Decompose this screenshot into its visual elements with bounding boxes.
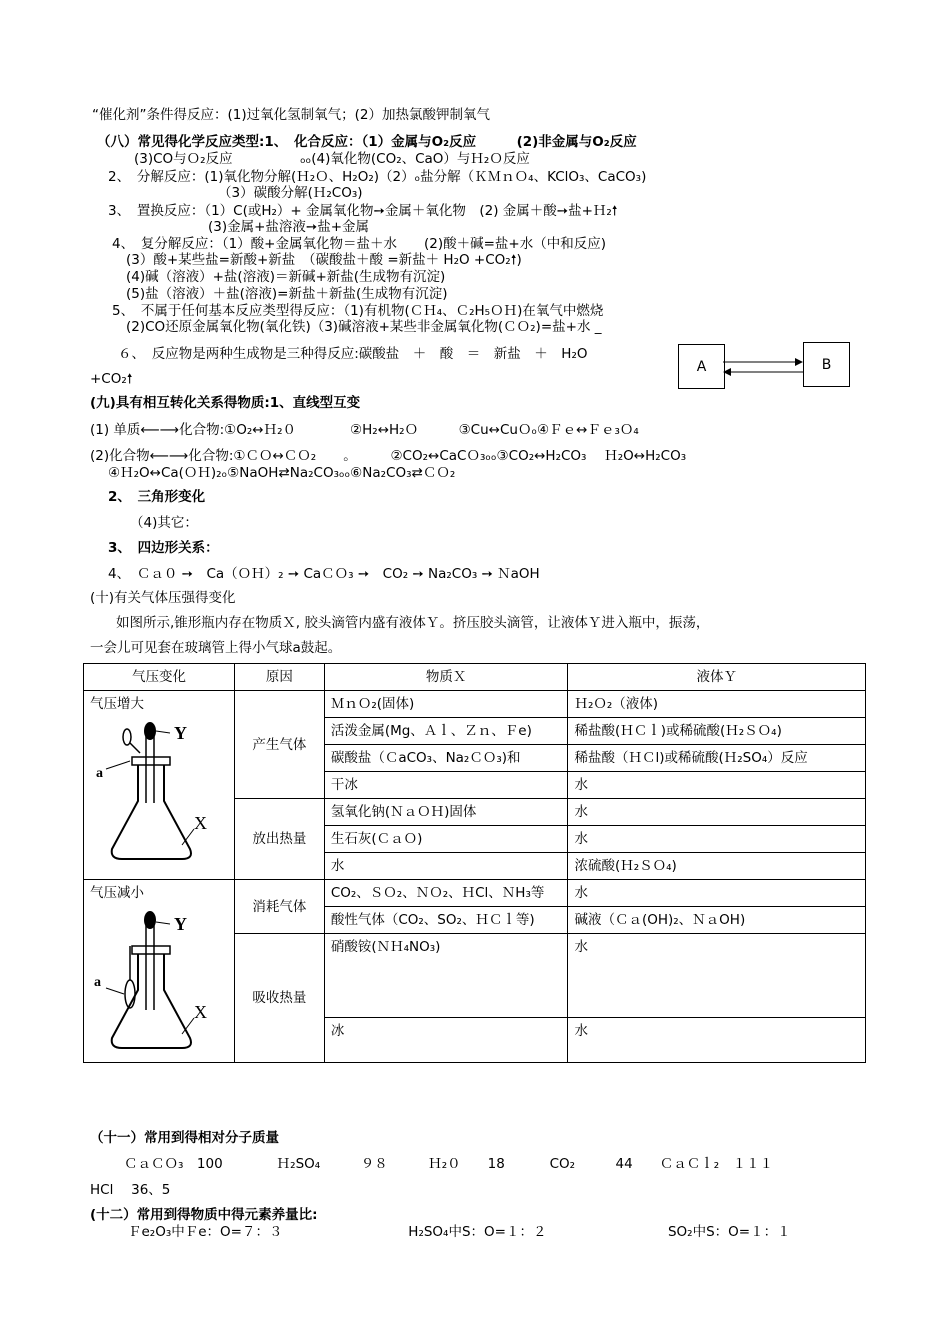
balloon-icon [123, 729, 131, 745]
combination-reaction-line-2: (3)CO与Ｏ₂反应 ₒₒ(4)氧化物(CO₂、CaO）与Ｈ₂Ｏ反应 [134, 151, 530, 167]
non-basic-reaction-line: 5、 不属于任何基本反应类型得反应：（1)有机物(ＣＨ₄、Ｃ₂H₅ＯＨ)在氧气中燃烧 [112, 303, 604, 319]
experiment-description-line-2: 一会儿可见套在玻璃管上得小气球a鼓起。 [90, 640, 342, 656]
box-a: A [678, 344, 725, 389]
compound-compound-line-2: ④Ｈ₂O↔Ca(ＯＨ)₂ₒ⑤NaOH⇄Na₂CO₃ₒₒ⑥Na₂CO₃⇄ＣＯ₂ [108, 465, 456, 481]
cell-x: 生石灰(ＣａＯ) [324, 826, 568, 853]
decomposition-reaction-line: 2、 分解反应：(1)氧化物分解(Ｈ₂Ｏ、H₂O₂)（2）ₒ盐分解（ＫＭｎＯ₄、KClO₃、CaCO₃) [108, 169, 647, 185]
molecular-mass-line: ＣａＣＯ₃ 100 Ｈ₂SO₄ ９８ Ｈ₂０ 18 CO₂ 44 ＣａＣｌ₂ １１１ [124, 1156, 774, 1172]
label-y: Y [174, 914, 187, 934]
stopper-icon [132, 757, 170, 765]
cell-y: 稀盐酸(ＨＣｌ)或稀硫酸(Ｈ₂ＳＯ₄) [568, 718, 866, 745]
chain-conversion-line: 4、 Ｃａ０ ➙ Ca（ＯＨ）₂ ➙ CaＣＯ₃ ➙ CO₂ ➙ Na₂CO₃ ➙ ＮaOH [108, 566, 540, 582]
catalyst-reactions-line: “催化剂”条件得反应：(1)过氧化氢制氧气；(2）加热氯酸钾制氧气 [92, 107, 490, 123]
cell-x: 水 [324, 853, 568, 880]
header-substance-x: 物质Ｘ [324, 664, 568, 691]
carbonic-acid-decomposition-line: （3）碳酸分解(Ｈ₂CO₃) [218, 185, 363, 201]
cell-x: 冰 [324, 1018, 568, 1063]
compound-compound-line: (2)化合物⟵⟶化合物:①ＣＯ↔ＣＯ₂ 。 ②CO₂↔CaCＯ₃ₒₒ③CO₂↔H₂CO₃ Ｈ₂O↔H₂CO₃ [90, 448, 687, 464]
acid-salt-line: (3）酸+某些盐=新酸+新盐 （碳酸盐＋酸 =新盐＋ H₂O +CO₂🠕) [126, 252, 522, 268]
pressure-decrease-cell [84, 880, 235, 1063]
label-x: X [194, 813, 207, 833]
cell-y: 浓硫酸(Ｈ₂ＳＯ₄) [568, 853, 866, 880]
cell-x: CO₂、ＳＯ₂、ＮＯ₂、ＨCl、ＮH₃等 [324, 880, 568, 907]
flask-increase-figure [90, 721, 220, 871]
two-to-three-reaction-line: ６、 反应物是两种生成物是三种得反应:碳酸盐 ＋ 酸 ＝ 新盐 ＋ H₂O [118, 346, 588, 362]
table-row [84, 880, 866, 907]
cell-x: 活泼金属(Mg、Ａｌ、Ｚｎ、Ｆe) [324, 718, 568, 745]
label-a: a [94, 975, 101, 990]
co2-continuation-line: +CO₂🠕 [90, 371, 133, 387]
cell-y: 水 [568, 799, 866, 826]
molecular-mass-line-2: HCl 36、5 [90, 1182, 171, 1198]
header-pressure-change: 气压变化 [84, 664, 235, 691]
cell-y: 水 [568, 934, 866, 1018]
stopper-icon [132, 946, 170, 954]
cell-x: 氢氧化钠(ＮａＯＨ)固体 [324, 799, 568, 826]
reason-consume-gas: 消耗气体 [234, 880, 324, 934]
cell-y: 水 [568, 1018, 866, 1063]
reason-release-heat: 放出热量 [234, 799, 324, 880]
salt-salt-line: (5)盐（溶液）＋盐(溶液)=新盐＋新盐(生成物有沉淀) [126, 286, 448, 302]
pressure-decrease-label: 气压减小 [90, 885, 144, 901]
reason-absorb-heat: 吸收热量 [234, 934, 324, 1063]
header-reason: 原因 [234, 664, 324, 691]
flask-decrease-figure [90, 910, 220, 1060]
cell-x: 酸性气体（CO₂、SO₂、ＨＣｌ等) [324, 907, 568, 934]
table-row [84, 691, 866, 718]
label-x: X [194, 1002, 207, 1022]
displacement-reaction-line: 3、 置换反应：（1）C(或H₂）+ 金属氧化物➙金属＋氧化物 (2) 金属＋酸➙盐+Ｈ₂🠕 [108, 203, 618, 219]
element-mass-ratio-line: Ｆe₂O₃中Ｆe：O=７：３ H₂SO₄中S：O=１：２ SO₂中S：O=１：１ [128, 1224, 791, 1240]
quadrilateral-heading: 3、 四边形关系： [108, 540, 219, 556]
double-decomposition-line: 4、 复分解反应：（1）酸+金属氧化物＝盐＋水 (2)酸＋碱=盐+水（中和反应) [112, 236, 607, 252]
label-y: Y [174, 723, 187, 743]
base-salt-line: (4)碱（溶液）+盐(溶液)＝新碱+新盐(生成物有沉淀) [126, 269, 446, 285]
section-10-heading: (十)有关气体压强得变化 [90, 590, 236, 606]
section-8-heading: （八）常见得化学反应类型:1、 化合反应：（1）金属与O₂反应 (2)非金属与O₂反应 [97, 134, 637, 150]
reason-produce-gas: 产生气体 [234, 691, 324, 799]
table-header-row [84, 664, 866, 691]
label-a: a [96, 766, 103, 781]
cell-y: 碱液（Ｃａ(OH)₂、ＮａOH) [568, 907, 866, 934]
metal-salt-solution-line: (3)金属+盐溶液➙盐+金属 [208, 219, 370, 235]
cell-y: Ｈ₂Ｏ₂（液体) [568, 691, 866, 718]
other-line: （4)其它： [130, 515, 198, 531]
cell-x: 硝酸铵(ＮＨ₄NO₃) [324, 934, 568, 1018]
cell-x: ＭｎＯ₂(固体) [324, 691, 568, 718]
double-arrow-diagram [723, 355, 805, 379]
dropper-bulb-icon [144, 722, 156, 740]
experiment-description-line: 如图所示,锥形瓶内存在物质Ｘ, 胶头滴管内盛有液体Ｙ。挤压胶头滴管，让液体Ｙ进入瓶中，振荡， [116, 615, 710, 631]
triangle-heading: 2、 三角形变化 [108, 489, 206, 505]
cell-y: 水 [568, 880, 866, 907]
section-11-heading: （十一）常用到得相对分子质量 [90, 1130, 279, 1146]
gas-pressure-table [83, 663, 866, 1063]
header-liquid-y: 液体Ｙ [568, 664, 866, 691]
pressure-increase-cell [84, 691, 235, 880]
cell-y: 稀盐酸（ＨＣl)或稀硫酸(Ｈ₂SO₄）反应 [568, 745, 866, 772]
element-compound-line: (1) 单质⟵⟶化合物:①O₂↔Ｈ₂０ ②H₂↔H₂Ｏ ③Cu↔CuＯₒ④Ｆｅ↔Ｆｅ₃Ｏ₄ [90, 422, 639, 438]
co-reduction-line: (2)CO还原金属氧化物(氧化铁)（3)碱溶液+某些非金属氧化物(ＣＯ₂)=盐+水 _ [126, 319, 602, 335]
cell-y: 水 [568, 826, 866, 853]
pressure-increase-label: 气压增大 [90, 696, 144, 712]
cell-x: 干冰 [324, 772, 568, 799]
section-9-heading: (九)具有相互转化关系得物质:1、直线型互变 [90, 395, 361, 411]
section-12-heading: (十二）常用到得物质中得元素养量比: [90, 1207, 318, 1223]
dropper-bulb-icon [144, 911, 156, 929]
cell-y: 水 [568, 772, 866, 799]
cell-x: 碳酸盐（ＣaCO₃、Na₂ＣＯ₃)和 [324, 745, 568, 772]
box-b: B [803, 342, 850, 387]
